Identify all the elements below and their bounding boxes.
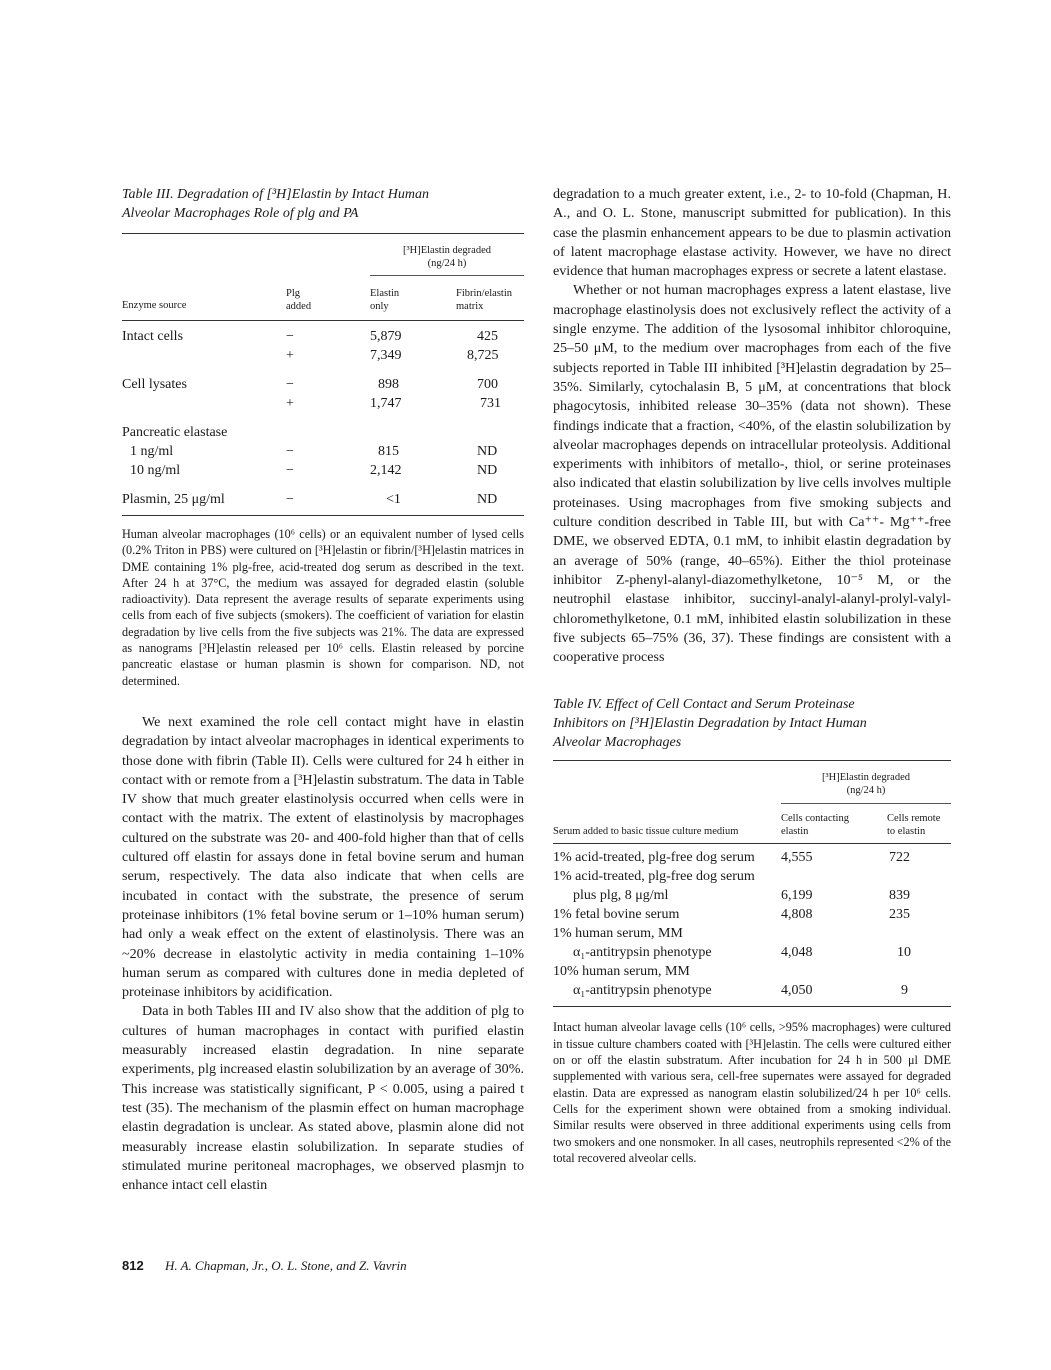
table3-col-elastin — [370, 287, 399, 313]
table4-cell-serum: 1% acid-treated, plg-free dog serum — [553, 850, 755, 866]
table4-col-remote-line1: Cells remote — [887, 813, 941, 825]
table3-col-elastin-line1: Elastin — [370, 288, 400, 299]
table3-cell-source: 10 ng/ml — [130, 463, 181, 478]
table3-cell-fibrin: ND — [477, 444, 498, 459]
table3-notes: Human alveolar macrophages (10⁶ cells) or an equivalent number of lysed cells (0.2% Triton in PBS) were cultured on [³H]elastin or fibrin/[³H]elastin matrices in DME containing 1% plg-free, acid-treated dog serum as described in the text. After 24 h at 37°C, the medium was assayed for degraded elastin (soluble radioactivity). Data represent the average results of separate experiments using cells from each of five subjects (smokers). The coefficient of variation for elastin degradation by live cells from the five subjects was 21%. The data are expressed as nanograms [³H]elastin released per 10⁶ cells. Elastin released by porcine pancreatic elastase or human plasmin is shown for comparison. ND, not determined. — [122, 527, 524, 688]
table4-span-header-line1: [³H]Elastin degraded — [822, 772, 910, 784]
table4-cell-contact: 6,199 — [781, 888, 813, 904]
running-authors: H. A. Chapman, Jr., O. L. Stone, and Z. Vavrin — [164, 1258, 407, 1273]
table4-cell-contact: 4,048 — [781, 945, 813, 961]
table3-span-header — [370, 244, 524, 270]
page-number: 812 — [122, 1258, 144, 1273]
table3-cell-source: 1 ng/ml — [130, 444, 174, 459]
table4-header — [553, 761, 951, 843]
table3-cell-plg: − — [286, 492, 294, 507]
table3-cell-source: Cell lysates — [122, 377, 187, 392]
table4-col-serum: Serum added to basic tissue culture medium — [553, 826, 739, 838]
table4-cell-remote: 722 — [889, 850, 910, 866]
table3-cell-elastin: 2,142 — [370, 463, 402, 478]
table4-cell-serum: 1% fetal bovine serum — [553, 907, 680, 923]
table-row — [122, 423, 524, 442]
table4-cell-remote: 235 — [889, 907, 910, 923]
table3-cell-source: Intact cells — [122, 329, 184, 344]
table-row — [122, 375, 524, 394]
table3-cell-fibrin: ND — [477, 492, 498, 507]
table3-span-rule — [370, 275, 524, 276]
table3-cell-plg: − — [286, 444, 294, 459]
table-row — [553, 981, 951, 1000]
table-row — [122, 461, 524, 480]
table-row — [553, 962, 951, 981]
table-row — [122, 442, 524, 461]
table4-col-remote-line2: to elastin — [887, 826, 926, 838]
table4-cell-remote: 9 — [901, 983, 908, 999]
body-paragraph: Whether or not human macrophages express a latent elastase, live macrophage elastinolysis does not exclusively reflect the activity of a single enzyme. The addition of the lysosomal inhibitor chloroquine, 25–50 μM, to the medium over macrophages from each of the five subjects reported in Table III inhibited [³H]elastin degradation by 25–35%. Similarly, cytochalasin B, 5 μM, at concentrations that block phagocytosis, inhibited release 30–35% (data not shown). These findings indicate that a fraction, <40%, of the elastin solubilization by alveolar macrophages depends on intracellular proteolysis. Additional experiments with inhibitors of metallo-, thiol, or serine proteinases also indicated that elastin solubilization by live cells involves multiple proteinases. Using macrophages from five smoking subjects and culture condition described in Table III, but with Ca⁺⁺- Mg⁺⁺-free DME, we observed EDTA, 0.1 mM, to inhibit elastin degradation by an average of 50% (range, 40–65%). Either the thiol proteinase inhibitor Z-phenyl-alanyl-diazomethylketone, 10⁻⁵ M, or the neutrophil elastase inhibitor, succinyl-analyl-alanyl-prolyl-valyl-chloromethylketone, 0.1 mM, inhibited elastin solubilization in these five subjects 65–75% (36, 37). These findings are consistent with a cooperative process — [553, 282, 951, 666]
table4-cell-serum: 1% human serum, MM — [553, 926, 683, 942]
table4-caption-line: Inhibitors on [³H]Elastin Degradation by Intact Human — [553, 716, 867, 732]
table3-caption — [122, 185, 524, 223]
table4-cell-serum: plus plg, 8 μg/ml — [573, 888, 669, 904]
table3-cell-fibrin: 731 — [480, 396, 501, 411]
table3-col-fibrin-line2: matrix — [456, 301, 484, 312]
table3-cell-fibrin: 8,725 — [467, 348, 499, 363]
table4-col-contact — [781, 812, 849, 838]
table3-cell-plg: − — [286, 377, 294, 392]
table4-caption — [553, 695, 951, 752]
table3-col-source: Enzyme source — [122, 300, 187, 311]
table3-cell-plg: − — [286, 463, 294, 478]
table4-cell-serum: α₁-antitrypsin phenotype — [573, 945, 712, 961]
table3-col-fibrin — [456, 287, 512, 313]
body-paragraph: degradation to a much greater extent, i.e., 2- to 10-fold (Chapman, H. A., and O. L. Stone, manuscript submitted for publication). In this case the plasmin enhancement appears to be due to plasmin activation of latent macrophage elastase activity. However, we have no direct evidence that human macrophages express or secrete a latent elastase. — [553, 186, 951, 280]
table3-bottom-rule — [122, 515, 524, 516]
table4-span-header — [781, 771, 951, 797]
table-row — [553, 943, 951, 962]
table4-bottom-rule — [553, 1006, 951, 1007]
table4-span-rule — [781, 803, 951, 804]
table4-cell-contact: 4,050 — [781, 983, 813, 999]
table4-cell-contact: 4,808 — [781, 907, 813, 923]
table3-col-elastin-line2: only — [370, 301, 389, 312]
left-column — [122, 185, 524, 1195]
body-paragraph: We next examined the role cell contact might have in elastin degradation by intact alveolar macrophages in identical experiments to those done with fibrin (Table II). Cells were cultured for 24 h either in contact with or remote from a [³H]elastin substratum. The data in Table IV show that much greater elastinolysis occurred when cells were in contact with the matrix. The extent of elastinolysis by macrophages cultured on the substrate was 20- and 400-fold higher than that of cells cultured off elastin for assays done in fetal bovine serum and human serum, respectively. The data also indicate that when cells are incubated in contact with the substrate, the presence of serum proteinase inhibitors (1% fetal bovine serum or 1–10% human serum) had only a weak effect on the extent of elastinolysis. There was an ~20% decrease in elastolytic activity in media containing 1–10% human serum as compared with cultures done in media depleted of proteinase inhibitors by acidification. — [122, 713, 524, 1001]
table4-col-contact-line2: elastin — [781, 826, 809, 838]
table-row — [553, 848, 951, 867]
table-row — [553, 924, 951, 943]
table-row — [553, 867, 951, 886]
table3-span-header-line1: [³H]Elastin degraded — [403, 245, 491, 256]
table3-col-plg-line2: added — [286, 301, 312, 312]
table3-col-plg — [286, 287, 311, 313]
table4-col-remote — [887, 812, 940, 838]
table4-body — [553, 844, 951, 1006]
table3-cell-plg: − — [286, 329, 294, 344]
table4-col-contact-line1: Cells contacting — [781, 813, 849, 825]
table3-caption-line: Alveolar Macrophages Role of plg and PA — [122, 206, 359, 221]
table4-cell-serum: 10% human serum, MM — [553, 964, 690, 980]
table4-caption-line: Table IV. Effect of Cell Contact and Serum Proteinase — [553, 697, 855, 713]
table3-cell-fibrin: 425 — [477, 329, 498, 344]
table-row — [122, 490, 524, 509]
table4-span-header-line2: (ng/24 h) — [846, 785, 886, 797]
right-column — [553, 185, 951, 1166]
body-paragraph: Data in both Tables III and IV also show that the addition of plg to cultures of human macrophages in contact with purified elastin measurably increased elastin degradation. In nine separate experiments, plg increased elastin solubilization by an average of 30%. This increase was statistically significant, P < 0.005, using a paired t test (35). The mechanism of the plasmin effect on human macrophage elastin degradation is unclear. As stated above, plasmin alone did not measurably increase elastin solubilization. In separate studies of stimulated murine peritoneal macrophages, we observed plasmjn to enhance intact cell elastin — [122, 1003, 524, 1194]
table-row — [122, 394, 524, 413]
table-row — [122, 327, 524, 346]
table3-col-fibrin-line1: Fibrin/elastin — [456, 288, 512, 299]
table3-cell-plg: + — [286, 396, 294, 411]
table3-span-header-line2: (ng/24 h) — [427, 258, 467, 269]
table3-body — [122, 321, 524, 515]
table4-caption-line: Alveolar Macrophages — [553, 735, 682, 751]
table3-cell-elastin: <1 — [386, 492, 401, 507]
table4-cell-serum: 1% acid-treated, plg-free dog serum — [553, 869, 755, 885]
table3-cell-elastin: 815 — [378, 444, 399, 459]
table4-cell-remote: 839 — [889, 888, 910, 904]
table3-cell-source: Pancreatic elastase — [122, 425, 228, 440]
table4-notes: Intact human alveolar lavage cells (10⁶ cells, >95% macrophages) were cultured in tissue culture chambers coated with [³H]elastin. The cells were cultured either on or off the elastin substratum. After incubation for 24 h in 500 μl DME supplemented with various sera, cell-free supernates were assayed for degraded elastin. Data are expressed as nanogram elastin solubilized/24 h per 10⁶ cells. Cells for the experiment shown were obtained from a smoking individual. Similar results were observed in three additional experiments using cells from two smokers and one nonsmoker. In all cases, neutrophils represented <2% of the total recovered alveolar cells. — [553, 1020, 951, 1165]
table3-cell-elastin: 7,349 — [370, 348, 402, 363]
table3-cell-fibrin: 700 — [477, 377, 498, 392]
table-row — [553, 886, 951, 905]
table3-cell-fibrin: ND — [477, 463, 498, 478]
table4-cell-serum: α₁-antitrypsin phenotype — [573, 983, 712, 999]
table-row — [553, 905, 951, 924]
table3-cell-source: Plasmin, 25 μg/ml — [122, 492, 225, 507]
table3-caption-line: Table III. Degradation of [³H]Elastin by Intact Human — [122, 187, 429, 202]
table3-header — [122, 234, 524, 320]
table3-cell-elastin: 898 — [378, 377, 399, 392]
table3-cell-elastin: 5,879 — [370, 329, 402, 344]
table4-cell-remote: 10 — [897, 945, 911, 961]
table3-cell-elastin: 1,747 — [370, 396, 402, 411]
page-footer — [122, 1258, 407, 1274]
table3-col-plg-line1: Plg — [286, 288, 301, 299]
table3-cell-plg: + — [286, 348, 294, 363]
table-row — [122, 346, 524, 365]
table4-cell-contact: 4,555 — [781, 850, 813, 866]
